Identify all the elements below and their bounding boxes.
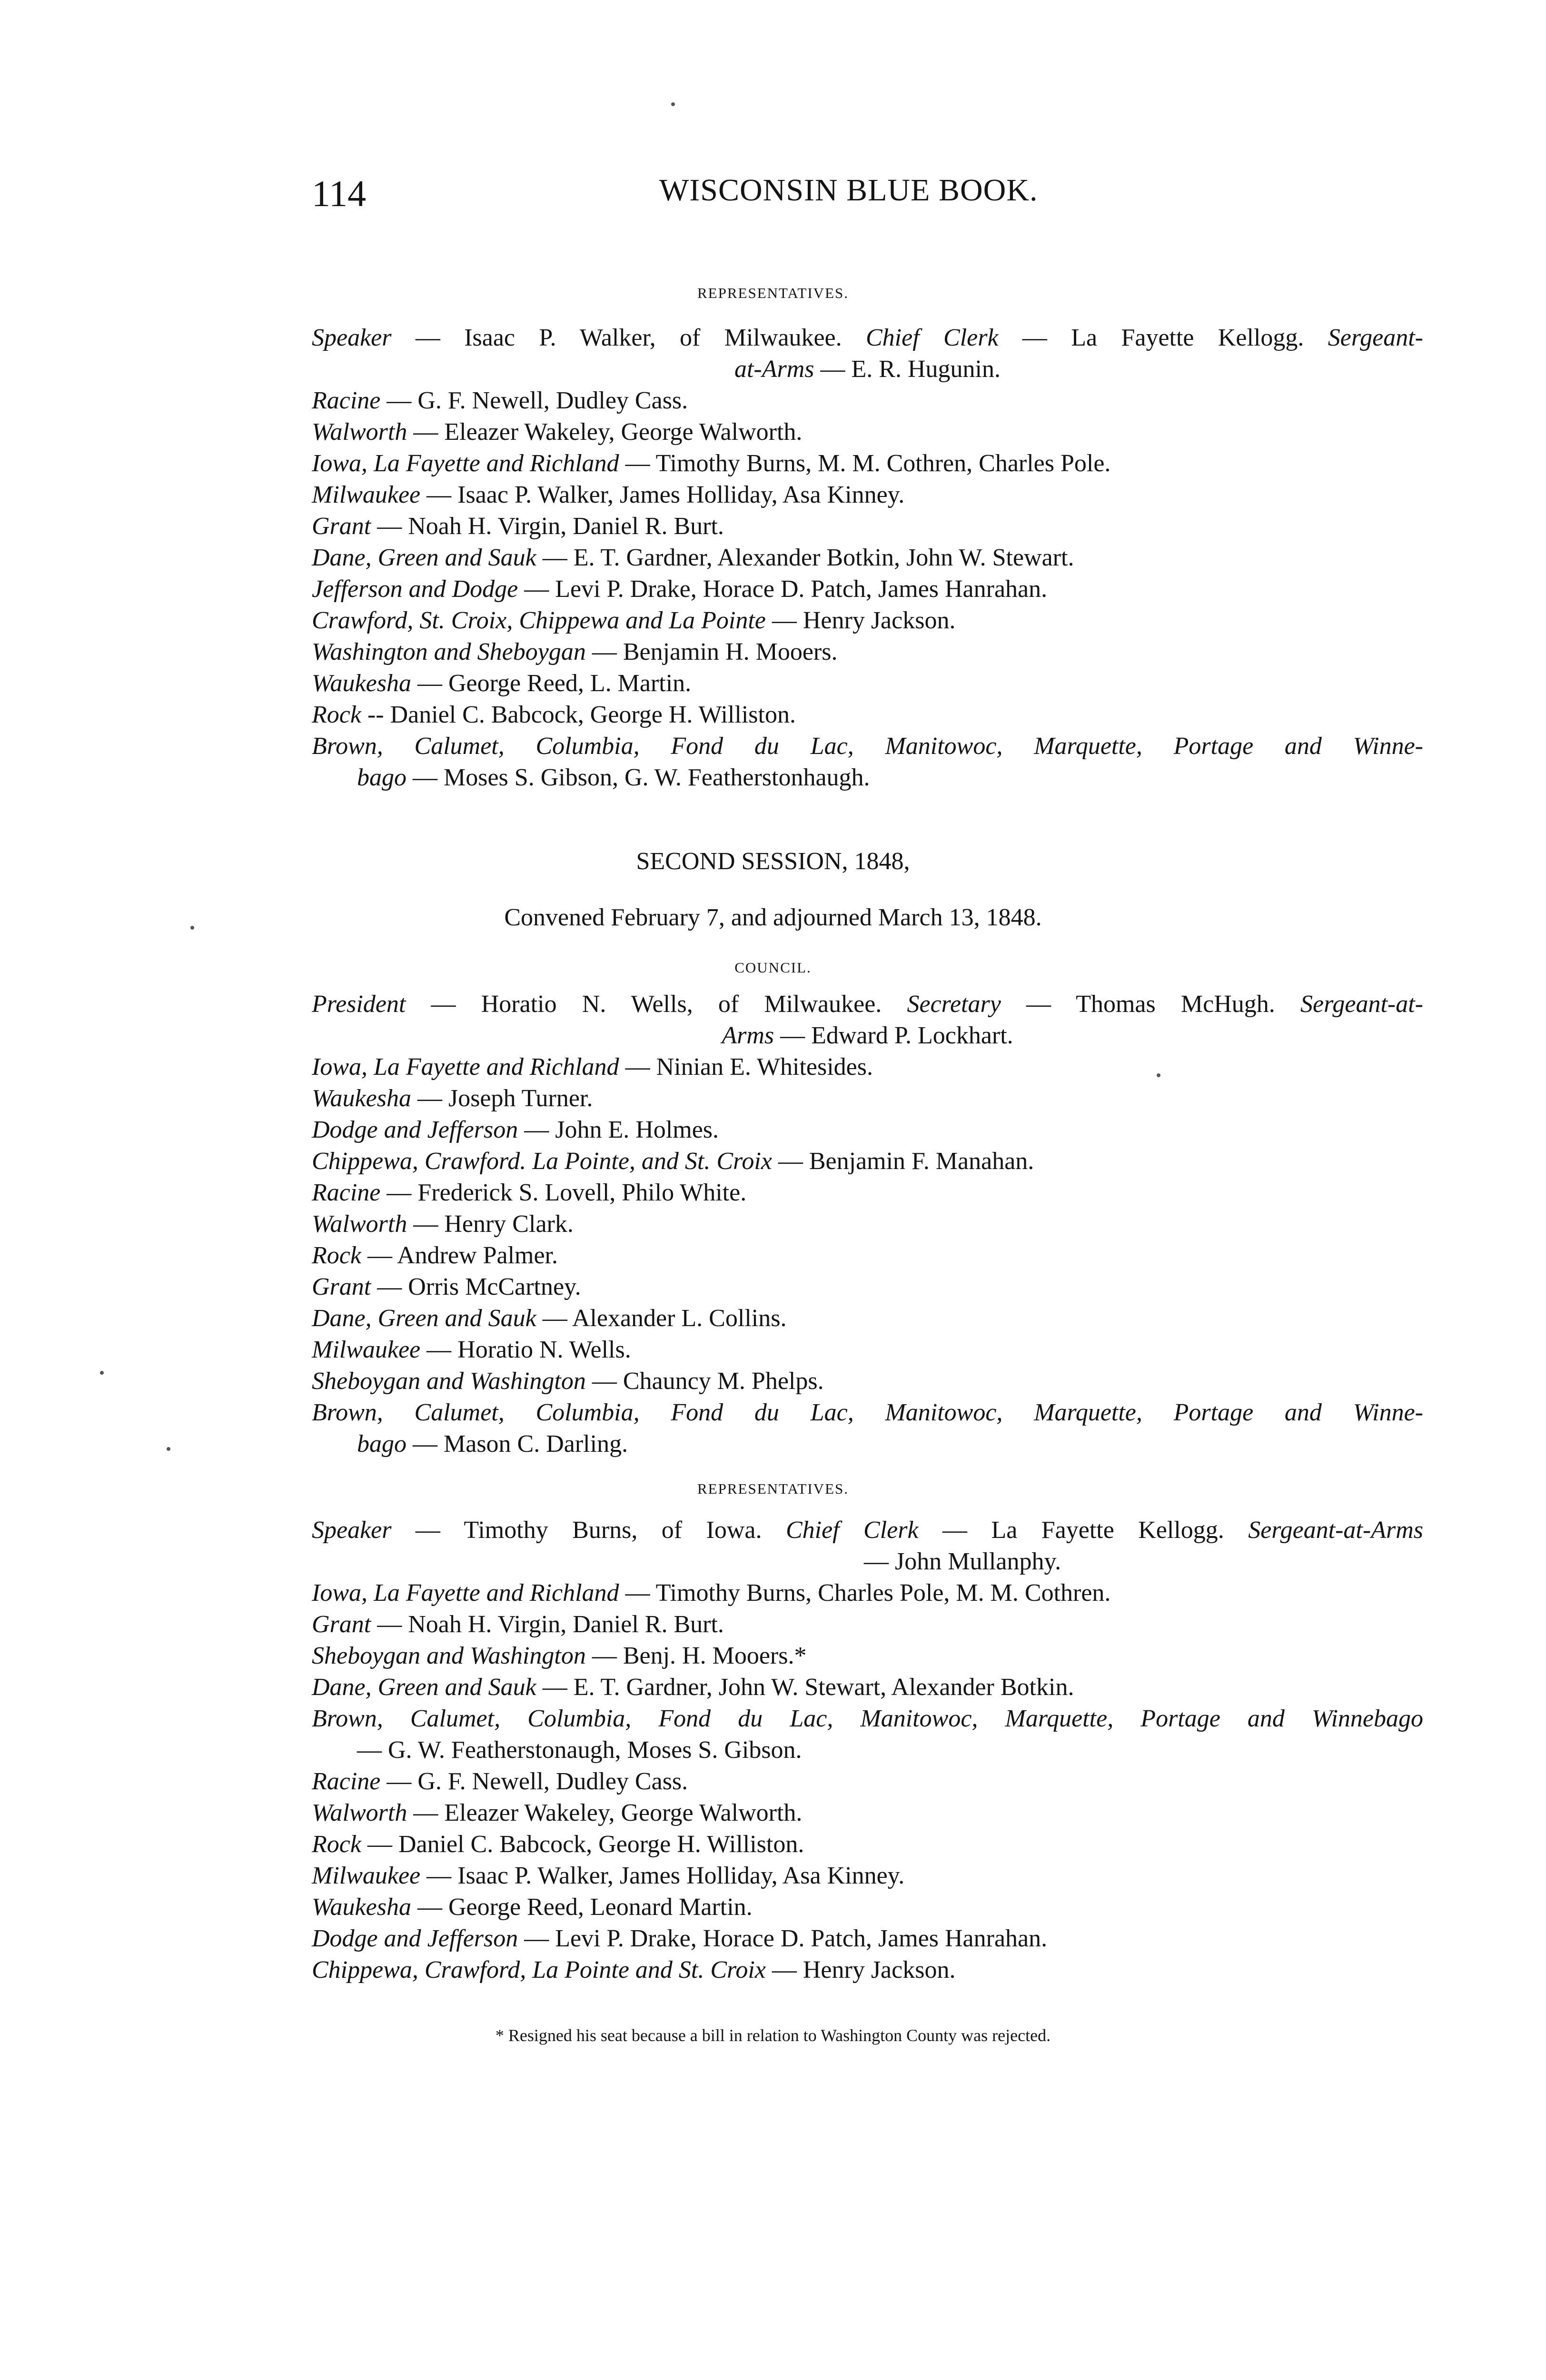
member-line: Rock — Andrew Palmer. [312, 1242, 558, 1269]
officers-line-continued: at-Arms — E. R. Hugunin. [734, 356, 1001, 383]
officers-line-continued: Arms — Edward P. Lockhart. [722, 1022, 1013, 1049]
scan-speck [167, 1447, 170, 1451]
member-line: Dodge and Jefferson — John E. Holmes. [312, 1116, 719, 1143]
member-line-brown-continued: bago — Mason C. Darling. [357, 1430, 628, 1458]
member-line: Jefferson and Dodge — Levi P. Drake, Horace D. Patch, James Hanrahan. [312, 575, 1048, 603]
footnote: * Resigned his seat because a bill in relation to Washington County was rejected. [495, 2026, 1051, 2045]
section-heading-representatives-2: REPRESENTATIVES. [697, 1480, 849, 1497]
officers-line-continued: — John Mullanphy. [864, 1548, 1061, 1575]
page-number: 114 [312, 173, 367, 214]
member-line-brown-continued: bago — Moses S. Gibson, G. W. Featherstonhaugh. [357, 764, 870, 791]
member-line: Dane, Green and Sauk — E. T. Gardner, John W. Stewart, Alexander Botkin. [312, 1674, 1074, 1701]
member-line-brown: Brown, Calumet, Columbia, Fond du Lac, Manitowoc, Marquette, Portage and Winne- [312, 733, 1423, 760]
member-line: Sheboygan and Washington — Chauncy M. Phelps. [312, 1368, 824, 1395]
member-line: Grant — Noah H. Virgin, Daniel R. Burt. [312, 513, 724, 540]
member-line: Milwaukee — Horatio N. Wells. [312, 1336, 631, 1363]
scan-speck [190, 926, 194, 930]
member-line-brown: Brown, Calumet, Columbia, Fond du Lac, Manitowoc, Marquette, Portage and Winne- [312, 1399, 1423, 1426]
member-line: Iowa, La Fayette and Richland — Timothy Burns, M. M. Cothren, Charles Pole. [312, 450, 1111, 477]
member-line: Walworth — Henry Clark. [312, 1210, 574, 1238]
member-line: Dodge and Jefferson — Levi P. Drake, Horace D. Patch, James Hanrahan. [312, 1925, 1048, 1952]
member-line: Grant — Noah H. Virgin, Daniel R. Burt. [312, 1611, 724, 1638]
member-line: Dane, Green and Sauk — Alexander L. Collins. [312, 1305, 787, 1332]
member-line: Racine — G. F. Newell, Dudley Cass. [312, 1768, 688, 1795]
member-line: Rock — Daniel C. Babcock, George H. Williston. [312, 1831, 804, 1858]
member-line: Chippewa, Crawford, La Pointe and St. Croix — Henry Jackson. [312, 1956, 956, 1983]
member-line-brown: Brown, Calumet, Columbia, Fond du Lac, Manitowoc, Marquette, Portage and Winnebago [312, 1705, 1423, 1732]
scan-speck [1157, 1073, 1160, 1077]
member-line: Iowa, La Fayette and Richland — Ninian E. Whitesides. [312, 1053, 873, 1081]
member-line: Rock -- Daniel C. Babcock, George H. Williston. [312, 701, 796, 728]
member-line: Waukesha — George Reed, Leonard Martin. [312, 1894, 753, 1921]
member-line: Sheboygan and Washington — Benj. H. Mooers.* [312, 1642, 807, 1669]
running-title: WISCONSIN BLUE BOOK. [659, 173, 1038, 208]
section-heading-council: COUNCIL. [734, 959, 812, 976]
member-line: Crawford, St. Croix, Chippewa and La Pointe — Henry Jackson. [312, 607, 956, 634]
member-line: Walworth — Eleazer Wakeley, George Walworth. [312, 1799, 803, 1826]
officers-line: President — Horatio N. Wells, of Milwaukee. Secretary — Thomas McHugh. Sergeant-at- [312, 991, 1423, 1018]
member-line: Waukesha — George Reed, L. Martin. [312, 670, 692, 697]
member-line: Racine — G. F. Newell, Dudley Cass. [312, 387, 688, 414]
officers-line: Speaker — Timothy Burns, of Iowa. Chief Clerk — La Fayette Kellogg. Sergeant-at-Arms [312, 1517, 1423, 1544]
member-line: Washington and Sheboygan — Benjamin H. Mooers. [312, 638, 838, 665]
member-line: Milwaukee — Isaac P. Walker, James Holliday, Asa Kinney. [312, 481, 905, 508]
scan-speck [100, 1371, 104, 1375]
member-line: Walworth — Eleazer Wakeley, George Walworth. [312, 418, 803, 446]
member-line: Chippewa, Crawford. La Pointe, and St. Croix — Benjamin F. Manahan. [312, 1148, 1034, 1175]
member-line: Waukesha — Joseph Turner. [312, 1085, 593, 1112]
member-line: Iowa, La Fayette and Richland — Timothy Burns, Charles Pole, M. M. Cothren. [312, 1579, 1111, 1606]
member-line-brown-continued: — G. W. Featherstonaugh, Moses S. Gibson. [357, 1736, 802, 1764]
session-dates: Convened February 7, and adjourned March 13, 1848. [504, 904, 1042, 931]
scan-speck [671, 102, 675, 106]
member-line: Dane, Green and Sauk — E. T. Gardner, Alexander Botkin, John W. Stewart. [312, 544, 1074, 571]
section-heading-representatives-1: REPRESENTATIVES. [697, 285, 849, 301]
officers-line: Speaker — Isaac P. Walker, of Milwaukee. Chief Clerk — La Fayette Kellogg. Sergeant- [312, 324, 1423, 351]
member-line: Grant — Orris McCartney. [312, 1273, 581, 1300]
member-line: Racine — Frederick S. Lovell, Philo White. [312, 1179, 747, 1206]
session-title: SECOND SESSION, 1848, [636, 848, 910, 875]
member-line: Milwaukee — Isaac P. Walker, James Holliday, Asa Kinney. [312, 1862, 905, 1889]
